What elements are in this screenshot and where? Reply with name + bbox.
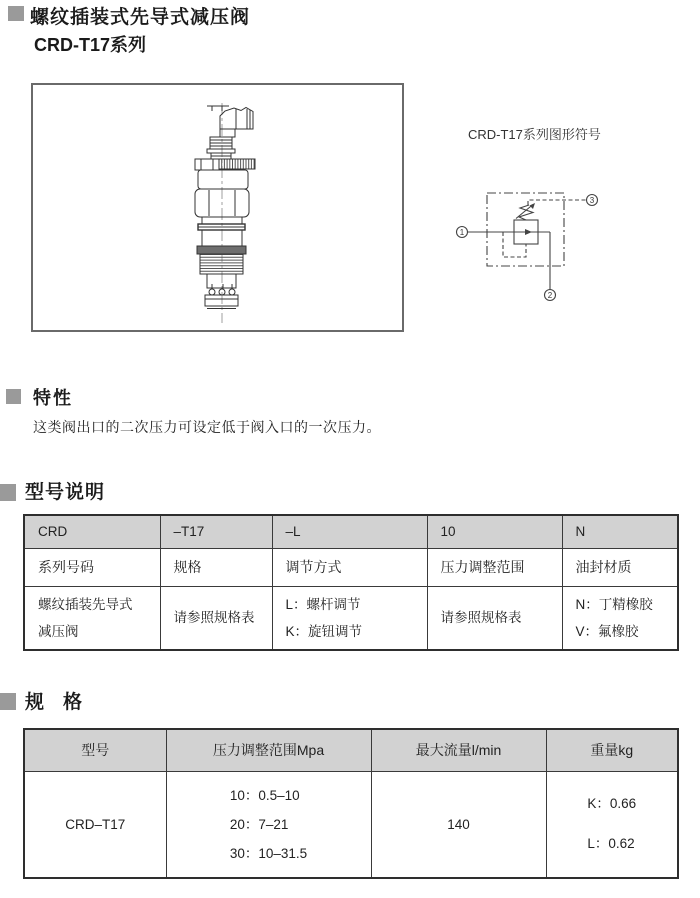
detail-line: L：螺杆调节: [285, 596, 361, 612]
hex-locknut: [195, 159, 219, 170]
features-heading: 特性: [33, 388, 73, 408]
spec-header-cell: 重量kg: [546, 729, 678, 771]
label-cell: 系列号码: [24, 548, 160, 586]
model-code-row: [24, 515, 678, 548]
code-cell: 10: [427, 515, 562, 548]
symbol-caption: CRD-T17系列图形符号: [468, 127, 601, 142]
detail-line: 螺纹插装先导式: [38, 596, 133, 612]
code-cell: –T17: [160, 515, 272, 548]
drain-line: [528, 200, 587, 205]
pressure-range-line: 20：7–21: [229, 816, 289, 832]
page-subtitle: CRD-T17系列: [34, 35, 147, 55]
label-cell: 油封材质: [562, 548, 678, 586]
bottom-cap: [205, 295, 238, 306]
spec-header-cell: 最大流量l/min: [371, 729, 546, 771]
features-body: 这类阀出口的二次压力可设定低于阀入口的一次压力。: [33, 419, 381, 435]
specifications-table: [23, 728, 679, 879]
spec-weight-cell: [546, 771, 678, 878]
code-cell: N: [562, 515, 678, 548]
detail-cell: 请参照规格表: [427, 586, 562, 650]
detail-line: K：旋钮调节: [285, 623, 363, 639]
model-bullet-square: [0, 484, 16, 501]
spec-pressure-cell: [166, 771, 371, 878]
port-2-label: 2: [547, 291, 553, 300]
spec-header-cell: 压力调整范围Mpa: [166, 729, 371, 771]
detail-line: N：丁精橡胶: [575, 596, 653, 612]
detail-line: 减压阀: [38, 623, 79, 639]
weight-line: K：0.66: [587, 796, 637, 812]
spec-flow-cell: 140: [371, 771, 546, 878]
port-1-label: 1: [459, 228, 465, 237]
spec-model-cell: CRD–T17: [24, 771, 166, 878]
label-cell: 规格: [160, 548, 272, 586]
upper-body: [198, 170, 248, 189]
valve-drawing-box: [31, 83, 404, 332]
spec-heading: 规 格: [25, 692, 83, 713]
valve-drawing: [33, 85, 402, 330]
model-detail-row: [24, 586, 678, 650]
detail-cell: [24, 586, 160, 650]
code-cell: –L: [272, 515, 427, 548]
features-bullet-square: [6, 389, 21, 404]
pressure-range-line: 30：10–31.5: [229, 845, 308, 861]
spring-icon: [519, 205, 533, 220]
model-label-row: [24, 548, 678, 586]
label-cell: 压力调整范围: [427, 548, 562, 586]
pressure-range-line: 10：0.5–10: [229, 787, 300, 803]
model-heading: 型号说明: [25, 482, 106, 503]
detail-cell: 请参照规格表: [160, 586, 272, 650]
detail-cell: [272, 586, 427, 650]
label-cell: 调节方式: [272, 548, 427, 586]
port-3-label: 3: [589, 196, 595, 205]
spec-data-row: [24, 771, 678, 878]
o-ring-2: [197, 246, 246, 254]
spec-header-cell: 型号: [24, 729, 166, 771]
port-hole: [209, 289, 215, 295]
code-cell: CRD: [24, 515, 160, 548]
detail-cell: [562, 586, 678, 650]
spec-header-row: [24, 729, 678, 771]
port-hole: [229, 289, 235, 295]
spec-bullet-square: [0, 693, 16, 710]
weight-line: L：0.62: [587, 836, 635, 852]
adjust-arrow: [530, 203, 536, 209]
detail-line: V：氟橡胶: [575, 623, 639, 639]
page-title: 螺纹插装式先导式减压阀: [30, 7, 251, 28]
title-bullet-square: [8, 6, 24, 21]
model-designation-table: [23, 514, 679, 651]
flow-arrow: [525, 229, 532, 235]
hydraulic-symbol: [440, 180, 615, 310]
